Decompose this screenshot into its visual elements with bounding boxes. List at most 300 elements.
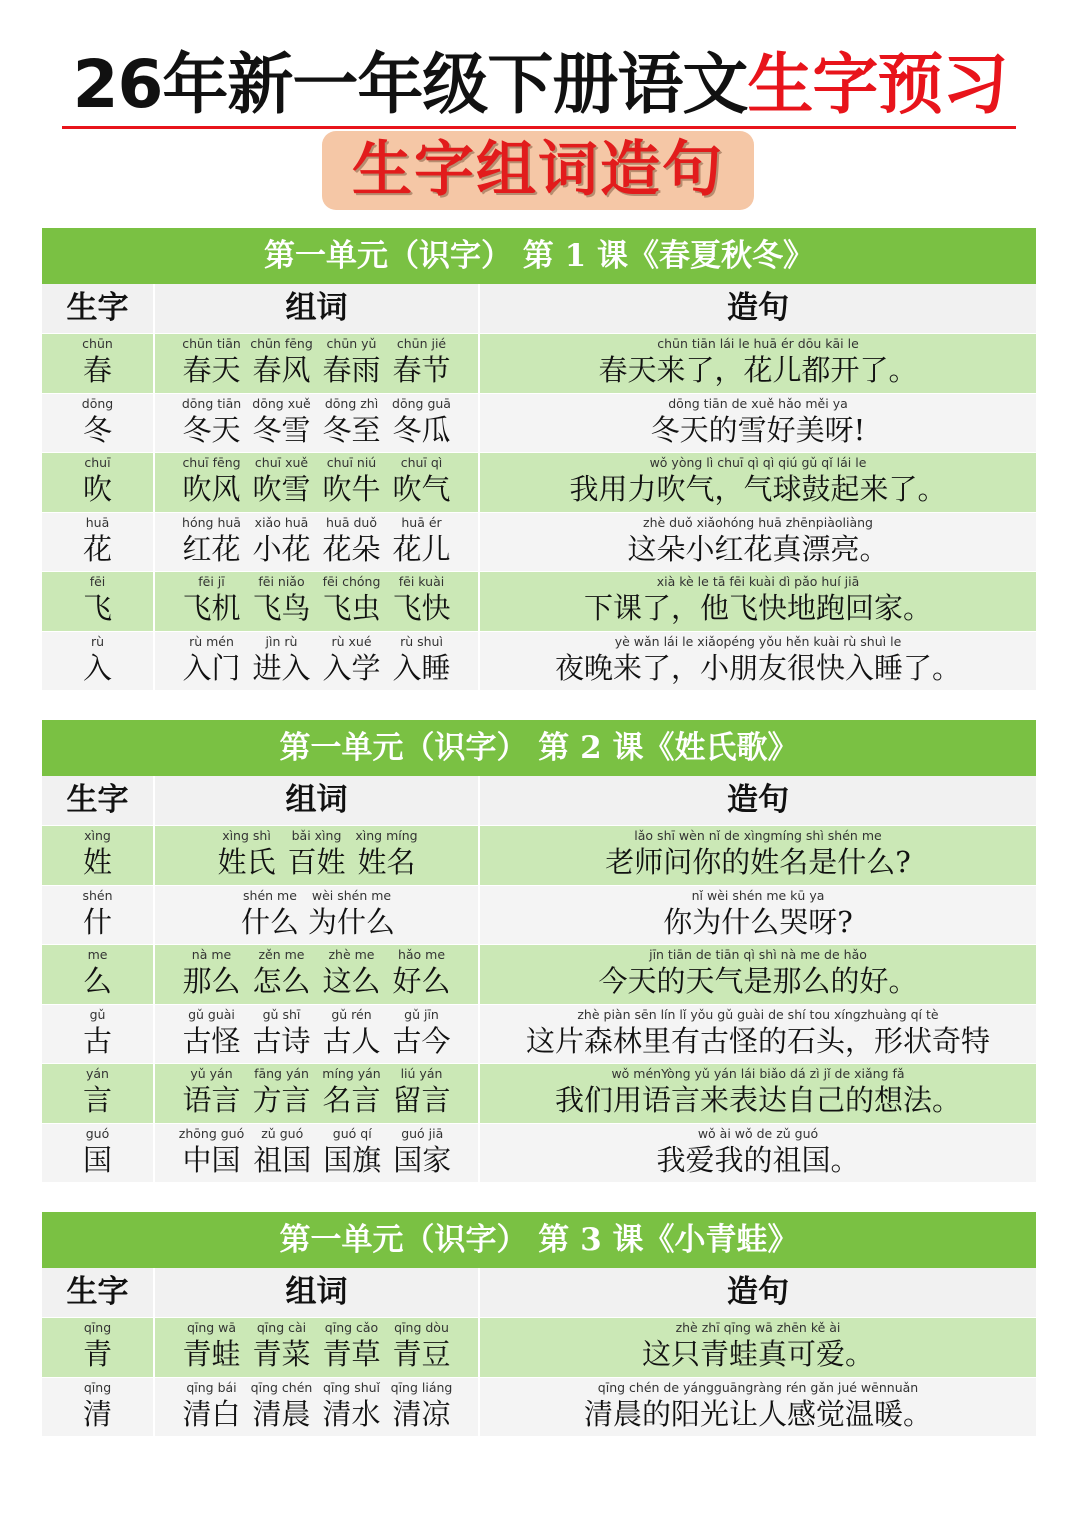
char-hanzi: 清 [82,1396,112,1431]
header-words: 组词 [155,284,480,333]
word-item [320,1318,384,1373]
sentence-pinyin: jīn tiān de tiān qì shì nà me de hǎo [649,947,867,962]
sentence-cell [480,1318,1036,1377]
word-item [320,394,384,449]
word-pinyin: zěn me [258,947,305,962]
char-cell [42,945,155,1004]
word-pinyin: zhè me [328,947,375,962]
lesson-section [42,720,1036,1183]
sentence-cell [480,572,1036,631]
words-cell [155,334,480,393]
words-cell [155,945,480,1004]
word-pinyin: rù xué [331,633,372,649]
sentence-pinyin: zhè piàn sēn lín lǐ yǒu gǔ guài de shí tou xíngzhuàng qí tè [577,1006,939,1022]
sentence-hanzi: 老师问你的姓名是什么? [605,845,911,879]
char-cell [42,1124,155,1183]
word-pinyin: chūn tiān [182,336,241,351]
table-row [42,1124,1036,1184]
sentence-pinyin: xià kè le tā fēi kuài dì pǎo huí jiā [656,574,860,589]
word-pinyin: qīng shuǐ [322,1379,381,1395]
header-sentence: 造句 [727,1274,789,1310]
words-cell [155,1378,480,1437]
char-pinyin: xìng [84,828,111,843]
page-title [0,40,1080,130]
char-cell [42,394,155,453]
sentence-hanzi: 清晨的阳光让人感觉温暖。 [583,1396,932,1431]
words-cell [155,572,480,631]
words-cell [155,513,480,572]
word-pinyin: gǔ jīn [404,1006,439,1022]
word-hanzi: 小花 [252,531,311,566]
word-list [155,886,478,941]
word-item [250,394,314,449]
char-pinyin: chuī [84,455,111,470]
word-item [179,1124,244,1179]
char-hanzi: 吹 [82,472,112,506]
words-cell [155,1005,480,1064]
table-row [42,1318,1036,1378]
word-list [155,826,478,881]
word-item [390,945,454,1000]
word-hanzi: 飞虫 [322,591,381,625]
sentence-cell [480,513,1036,572]
header-char: 生字 [42,1268,155,1317]
sentence-hanzi: 我爱我的祖国。 [656,1142,860,1177]
word-hanzi: 古怪 [182,1023,241,1058]
sentence-cell [480,1064,1036,1123]
lesson-title: 第一单元（识字） 第 2 课《姓氏歌》 [42,720,1036,776]
char-hanzi: 冬 [82,412,112,447]
word-hanzi: 春风 [252,353,311,387]
word-hanzi: 春雨 [322,353,381,387]
char-cell [42,826,155,885]
word-list [155,572,478,627]
char-pinyin: guó [85,1125,110,1141]
table-row [42,1005,1036,1065]
sentence-pinyin: zhè duǒ xiǎohóng huā zhēnpiàoliàng [643,514,873,530]
sentence-pinyin: nǐ wèi shén me kū ya [691,887,825,903]
word-item [180,453,244,508]
word-hanzi: 清水 [322,1396,381,1431]
word-hanzi: 吹风 [182,472,241,506]
word-item [180,1318,244,1373]
char-cell [42,334,155,393]
word-item [320,1378,384,1433]
word-hanzi: 花朵 [322,531,381,566]
word-hanzi: 姓名 [357,845,416,879]
char-hanzi: 花 [82,531,112,566]
word-list [155,1378,478,1433]
sentence-cell [480,453,1036,512]
word-pinyin: fēi jī [198,574,225,589]
words-cell [155,1318,480,1377]
word-pinyin: xìng shì [222,828,271,843]
word-hanzi: 进入 [252,650,311,685]
word-item [250,945,314,1000]
word-item [355,826,419,881]
table-row [42,334,1036,394]
word-hanzi: 青蛙 [182,1337,241,1371]
word-pinyin: shén me [243,887,297,903]
word-pinyin: wèi shén me [311,887,392,903]
sentence-hanzi: 这朵小红花真漂亮。 [627,531,889,566]
word-item [320,1005,384,1060]
table-row [42,453,1036,513]
word-pinyin: qīng wā [186,1320,237,1335]
char-pinyin: qīng [83,1379,112,1395]
word-list [155,1064,478,1119]
table-row [42,826,1036,886]
word-hanzi: 冬天 [182,412,241,447]
char-hanzi: 春 [82,353,112,387]
word-hanzi: 那么 [182,964,241,998]
word-hanzi: 这么 [322,964,381,998]
word-hanzi: 红花 [182,531,241,566]
word-pinyin: fēi kuài [398,574,445,589]
char-pinyin: dōng [81,395,114,411]
word-item [320,1124,384,1179]
lesson-table [42,776,1036,1183]
char-cell [42,572,155,631]
word-pinyin: qīng dòu [394,1320,449,1335]
page-title-red: 生字预习 [747,46,1008,123]
sentence-cell [480,394,1036,453]
sentence-cell [480,945,1036,1004]
word-pinyin: jìn rù [265,633,298,649]
word-item [320,945,384,1000]
table-header-row [42,776,1036,826]
word-pinyin: chūn fēng [250,336,313,351]
char-hanzi: 入 [82,650,112,685]
words-cell [155,394,480,453]
word-item [390,453,454,508]
char-hanzi: 国 [82,1142,112,1177]
word-pinyin: dōng tiān [181,395,242,411]
word-item [180,572,244,627]
word-item [250,1124,314,1179]
word-hanzi: 入门 [182,650,241,685]
word-pinyin: guó jiā [401,1125,444,1141]
table-row [42,1378,1036,1438]
sentence-pinyin: wǒ yòng lì chuī qì qì qiú gǔ qǐ lái le [649,455,867,470]
word-item [390,1318,454,1373]
word-pinyin: qīng bái [186,1379,237,1395]
word-hanzi: 吹气 [392,472,451,506]
word-pinyin: huā duǒ [326,514,377,530]
word-hanzi: 春节 [392,353,451,387]
word-item [390,1064,454,1119]
word-list [155,453,478,508]
sentence-hanzi: 夜晚来了，小朋友很快入睡了。 [554,650,961,685]
word-list [155,513,478,568]
word-hanzi: 中国 [182,1142,241,1177]
sentence-cell [480,886,1036,945]
word-hanzi: 冬至 [322,412,381,447]
table-row [42,886,1036,946]
word-pinyin: hǎo me [397,947,446,962]
word-hanzi: 飞鸟 [252,591,311,625]
lesson-section [42,228,1036,691]
sentence-pinyin: chūn tiān lái le huā ér dōu kāi le [657,336,859,351]
sentence-pinyin: lǎo shī wèn nǐ de xìngmíng shì shén me [634,828,882,843]
word-item [180,334,244,389]
word-item [390,572,454,627]
word-item [390,1378,454,1433]
word-pinyin: yǔ yán [190,1066,233,1081]
char-cell [42,1064,155,1123]
word-list [155,1318,478,1373]
word-item [215,826,279,881]
word-hanzi: 青草 [322,1337,381,1371]
word-list [155,334,478,389]
word-pinyin: zǔ guó [261,1125,304,1141]
word-hanzi: 好么 [392,964,451,998]
word-hanzi: 飞快 [392,591,451,625]
words-cell [155,1064,480,1123]
word-pinyin: fēi niǎo [258,574,305,589]
lesson-section [42,1212,1036,1437]
char-hanzi: 么 [82,964,112,998]
word-pinyin: gǔ shī [262,1006,301,1022]
words-cell [155,886,480,945]
word-item [180,513,244,568]
word-item [320,572,384,627]
table-header-row [42,284,1036,334]
word-pinyin: qīng chén [250,1379,313,1395]
sentence-pinyin: dōng tiān de xuě hǎo měi ya [668,395,848,411]
sentence-cell [480,1124,1036,1183]
word-pinyin: fēi chóng [322,574,381,589]
word-item [250,513,314,568]
word-list [155,632,478,687]
word-item [285,826,349,881]
word-pinyin: huā ér [401,514,442,530]
word-hanzi: 怎么 [252,964,311,998]
title-underline [62,126,1016,129]
words-cell [155,453,480,512]
sentence-pinyin: zhè zhī qīng wā zhēn kě ài [675,1320,841,1335]
word-pinyin: rù shuì [400,633,443,649]
subtitle: 生字组词造句 [352,135,724,205]
sentence-pinyin: wǒ ménYòng yǔ yán lái biǎo dá zì jǐ de xiǎng fǎ [611,1066,905,1081]
char-cell [42,1318,155,1377]
word-pinyin: dōng zhì [324,395,379,411]
char-pinyin: me [87,947,108,962]
word-pinyin: liú yán [400,1066,443,1081]
word-pinyin: chuī niú [326,455,377,470]
char-pinyin: chūn [82,336,113,351]
word-item [180,1064,244,1119]
word-item [390,1124,454,1179]
word-item [320,1064,384,1119]
sentence-hanzi: 冬天的雪好美呀! [650,412,866,447]
word-hanzi: 国家 [393,1142,452,1177]
word-pinyin: zhōng guó [178,1125,245,1141]
word-hanzi: 语言 [182,1083,241,1117]
word-pinyin: qīng cǎo [324,1320,379,1335]
word-item [320,632,384,687]
word-hanzi: 祖国 [253,1142,312,1177]
char-cell [42,1378,155,1437]
table-header-row [42,1268,1036,1318]
word-list [155,394,478,449]
char-pinyin: yán [86,1066,109,1081]
word-item [320,513,384,568]
word-hanzi: 清白 [182,1396,241,1431]
word-item [250,334,314,389]
table-row [42,1064,1036,1124]
word-pinyin: nà me [191,947,232,962]
sentence-cell [480,826,1036,885]
word-item [180,1005,244,1060]
word-hanzi: 名言 [322,1083,381,1117]
word-hanzi: 花儿 [392,531,451,566]
word-item [390,334,454,389]
word-pinyin: xìng míng [355,828,418,843]
sentence-hanzi: 你为什么哭呀? [663,904,853,939]
table-row [42,945,1036,1005]
word-hanzi: 冬雪 [252,412,311,447]
word-pinyin: chūn jié [396,336,447,351]
word-list [155,1124,478,1179]
word-item [238,886,302,941]
word-item [250,1318,314,1373]
char-pinyin: gǔ [89,1006,106,1022]
word-item [250,1378,314,1433]
word-hanzi: 吹牛 [322,472,381,506]
word-pinyin: hóng huā [182,514,241,530]
lesson-table [42,1268,1036,1437]
word-hanzi: 国旗 [323,1142,382,1177]
word-pinyin: qīng cài [256,1320,307,1335]
char-pinyin: huā [85,514,110,530]
word-pinyin: chuī qì [400,455,443,470]
word-item [308,886,395,941]
char-pinyin: fēi [89,574,106,589]
word-hanzi: 春天 [182,353,241,387]
word-pinyin: chūn yǔ [326,336,377,351]
word-hanzi: 留言 [392,1083,451,1117]
header-words: 组词 [155,776,480,825]
word-pinyin: bǎi xìng [291,828,342,843]
char-hanzi: 姓 [82,845,112,879]
word-pinyin: xiǎo huā [254,514,309,530]
header-char: 生字 [42,776,155,825]
sentence-cell [480,1005,1036,1064]
word-hanzi: 方言 [252,1083,311,1117]
sentence-hanzi: 这片森林里有古怪的石头，形状奇特 [525,1023,990,1058]
sentence-hanzi: 春天来了，花儿都开了。 [598,353,918,387]
char-hanzi: 古 [82,1023,112,1058]
word-hanzi: 为什么 [307,904,395,939]
char-pinyin: shén [82,887,113,903]
char-cell [42,1005,155,1064]
word-hanzi: 入睡 [392,650,451,685]
word-hanzi: 百姓 [287,845,346,879]
word-pinyin: dōng xuě [252,395,311,411]
word-hanzi: 入学 [322,650,381,685]
lesson-title: 第一单元（识字） 第 3 课《小青蛙》 [42,1212,1036,1268]
word-item [390,394,454,449]
char-pinyin: qīng [83,1320,112,1335]
sentence-hanzi: 下课了，他飞快地跑回家。 [583,591,932,625]
word-item [390,513,454,568]
sentence-hanzi: 我用力吹气，气球鼓起来了。 [569,472,947,506]
words-cell [155,1124,480,1183]
table-row [42,513,1036,573]
char-hanzi: 飞 [82,591,112,625]
table-row [42,632,1036,692]
word-hanzi: 什么 [240,904,299,939]
sentence-pinyin: yè wǎn lái le xiǎopéng yǒu hěn kuài rù shuì le [614,633,902,649]
sentence-hanzi: 这只青蛙真可爱。 [641,1337,874,1371]
word-pinyin: dōng guā [392,395,451,411]
word-item [390,1005,454,1060]
word-item [180,394,244,449]
word-item [320,453,384,508]
word-pinyin: gǔ guài [188,1006,235,1022]
word-item [250,1064,314,1119]
word-hanzi: 古人 [322,1023,381,1058]
header-sentence: 造句 [727,290,789,326]
lesson-title: 第一单元（识字） 第 1 课《春夏秋冬》 [42,228,1036,284]
word-hanzi: 古诗 [252,1023,311,1058]
word-pinyin: chuī fēng [182,455,241,470]
char-cell [42,886,155,945]
words-cell [155,826,480,885]
char-cell [42,453,155,512]
word-item [180,1378,244,1433]
word-pinyin: gǔ rén [331,1006,372,1022]
word-hanzi: 吹雪 [252,472,311,506]
word-item [320,334,384,389]
word-pinyin: chuī xuě [254,455,309,470]
word-item [180,945,244,1000]
word-item [180,632,244,687]
word-list [155,945,478,1000]
char-hanzi: 言 [82,1083,112,1117]
word-list [155,1005,478,1060]
word-item [250,1005,314,1060]
word-item [250,632,314,687]
word-hanzi: 姓氏 [217,845,276,879]
header-char: 生字 [42,284,155,333]
word-hanzi: 清晨 [252,1396,311,1431]
word-hanzi: 飞机 [182,591,241,625]
words-cell [155,632,480,691]
word-item [390,632,454,687]
table-row [42,394,1036,454]
char-cell [42,513,155,572]
word-item [250,572,314,627]
char-hanzi: 什 [82,904,112,939]
word-pinyin: fāng yán [254,1066,309,1081]
word-pinyin: guó qí [332,1125,372,1141]
word-pinyin: qīng liáng [390,1379,453,1395]
word-hanzi: 古今 [392,1023,451,1058]
word-item [250,453,314,508]
sentence-pinyin: qīng chén de yángguāngràng rén gǎn jué wēnnuǎn [597,1379,919,1395]
sentence-pinyin: wǒ ài wǒ de zǔ guó [697,1125,819,1141]
header-sentence: 造句 [727,782,789,818]
sentence-hanzi: 我们用语言来表达自己的想法。 [554,1083,961,1117]
header-words: 组词 [155,1268,480,1317]
word-hanzi: 清凉 [392,1396,451,1431]
word-pinyin: rù mén [189,633,234,649]
sentence-cell [480,1378,1036,1437]
char-cell [42,632,155,691]
page-title-black: 26年新一年级下册语文 [72,46,748,123]
